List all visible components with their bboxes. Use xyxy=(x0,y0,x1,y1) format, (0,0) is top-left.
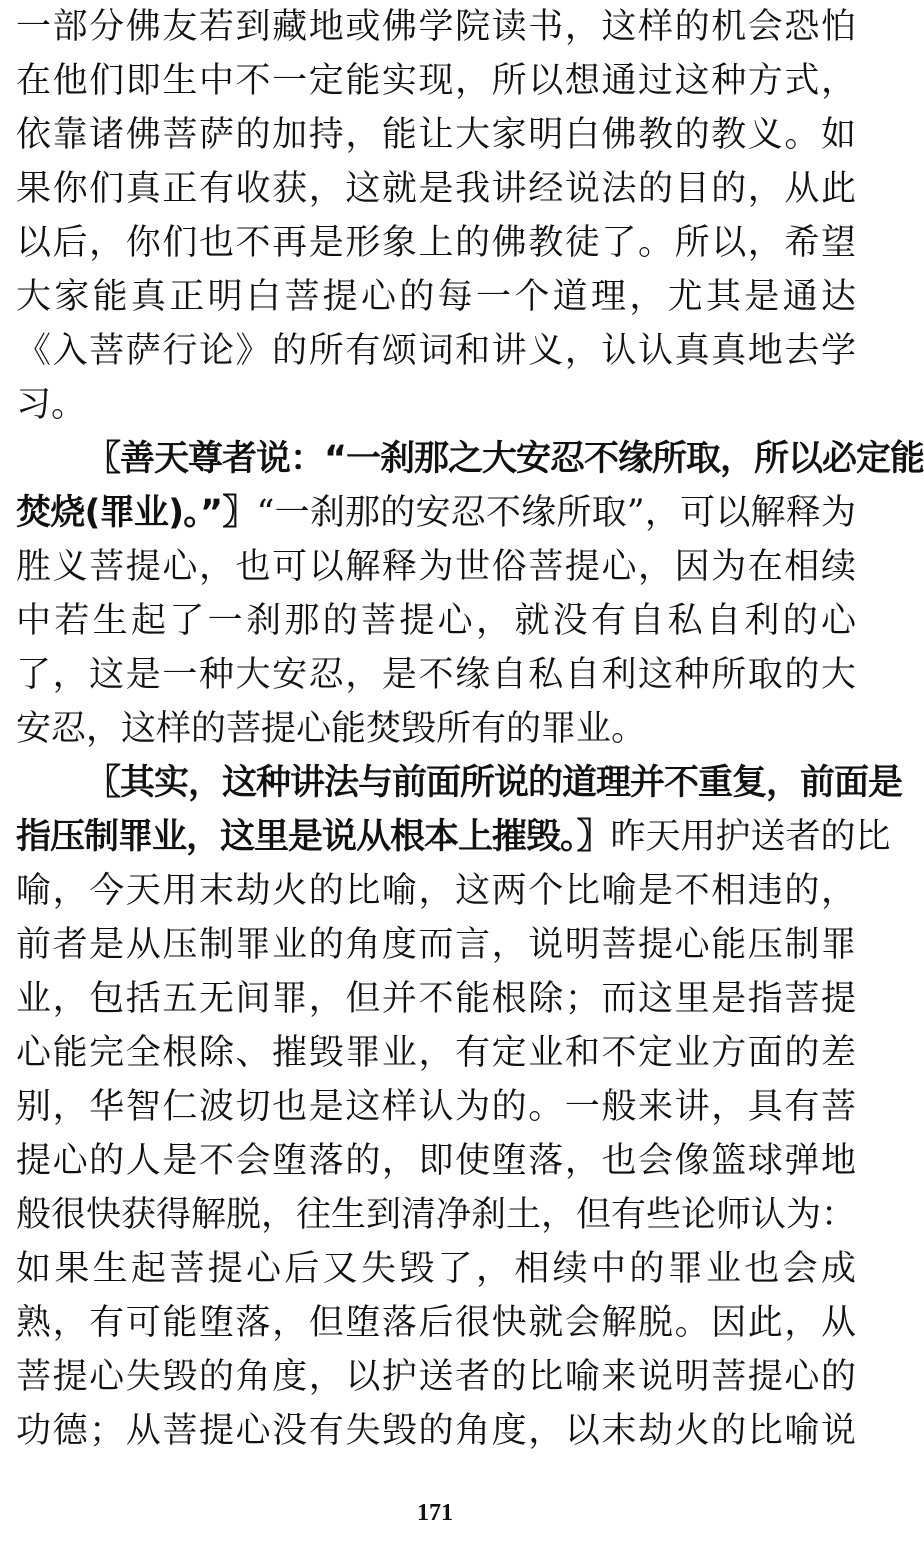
quote-line xyxy=(16,756,903,810)
text-line: 《入菩萨行论》的所有颂词和讲义，认认真真地去学 xyxy=(16,331,856,371)
text-line: 中若生起了一刹那的菩提心，就没有自私自利的心 xyxy=(16,601,856,641)
text-line: 依靠诸佛菩萨的加持，能让大家明白佛教的教义。如 xyxy=(16,115,856,155)
page-number: 171 xyxy=(417,1500,453,1526)
quoted-verse: 〖善天尊者说：“一刹那之大安忍不缘所取，所以必定能 xyxy=(86,439,924,479)
text-line: 喻，今天用末劫火的比喻，这两个比喻是不相违的， xyxy=(16,871,856,911)
text-line: 菩提心失毁的角度，以护送者的比喻来说明菩提心的 xyxy=(16,1357,856,1397)
text-line: 熟，有可能堕落，但堕落后很快就会解脱。因此，从 xyxy=(16,1303,856,1343)
text-line: 以后，你们也不再是形象上的佛教徒了。所以，希望 xyxy=(16,223,856,263)
text-line: 习。 xyxy=(16,385,87,425)
text-line: 功德；从菩提心没有失毁的角度，以末劫火的比喻说 xyxy=(16,1411,856,1451)
quoted-verse: 〖其实，这种讲法与前面所说的道理并不重复，前面是 xyxy=(86,763,903,803)
text-line: 业，包括五无间罪，但并不能根除；而这里是指菩提 xyxy=(16,979,856,1019)
text-line: 了，这是一种大安忍，是不缘自私自利这种所取的大 xyxy=(16,655,856,695)
text-line: 一部分佛友若到藏地或佛学院读书，这样的机会恐怕 xyxy=(16,7,856,47)
text-line: 胜义菩提心，也可以解释为世俗菩提心，因为在相续 xyxy=(16,547,856,587)
text-line: 提心的人是不会堕落的，即使堕落，也会像篮球弹地 xyxy=(16,1141,856,1181)
text-line: 前者是从压制罪业的角度而言，说明菩提心能压制罪 xyxy=(16,925,856,965)
text-line: 在他们即生中不一定能实现，所以想通过这种方式， xyxy=(16,61,856,101)
text-line: 果你们真正有收获，这就是我讲经说法的目的，从此 xyxy=(16,169,856,209)
quote-line: 指压制罪业，这里是说从根本上摧毁。〗昨天用护送者的比 xyxy=(16,817,891,857)
text-line: 安忍，这样的菩提心能焚毁所有的罪业。 xyxy=(16,709,647,749)
quoted-verse: 指压制罪业，这里是说从根本上摧毁。〗 xyxy=(16,817,611,857)
quote-line: 焚烧(罪业)。”〗“一刹那的安忍不缘所取”，可以解释为 xyxy=(16,493,857,533)
quoted-verse: 焚烧(罪业)。”〗 xyxy=(16,493,257,533)
text-line: 如果生起菩提心后又失毁了，相续中的罪业也会成 xyxy=(16,1249,856,1289)
quote-line xyxy=(16,432,924,486)
text-line: 别，华智仁波切也是这样认为的。一般来讲，具有菩 xyxy=(16,1087,856,1127)
text-line: 心能完全根除、摧毁罪业，有定业和不定业方面的差 xyxy=(16,1033,856,1073)
text-line: 般很快获得解脱，往生到清净刹土，但有些论师认为： xyxy=(16,1195,857,1235)
body-text xyxy=(16,0,924,1458)
text-line: 大家能真正明白菩提心的每一个道理，尤其是通达 xyxy=(16,277,856,317)
